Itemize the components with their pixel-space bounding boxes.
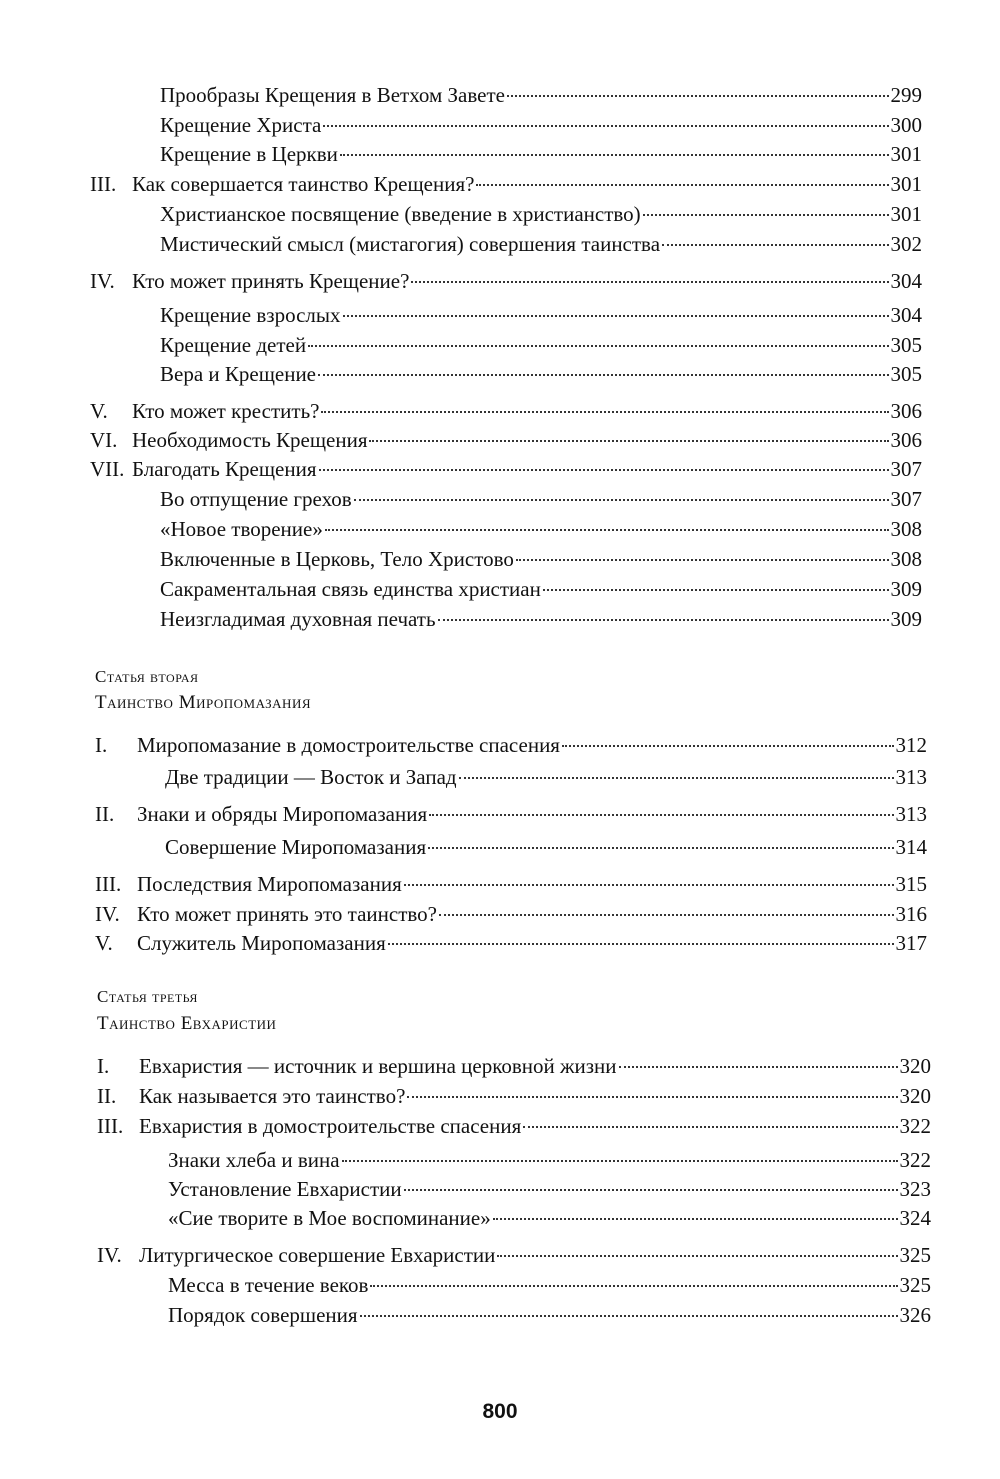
toc-entry <box>97 1081 931 1111</box>
toc-entry-title: Кто может принять это таинство? <box>137 902 437 926</box>
article3-title: Таинство Евхаристии <box>97 1013 277 1034</box>
toc-entry-page: 309 <box>890 577 922 601</box>
toc-entry <box>160 604 922 634</box>
toc-entry <box>160 199 922 229</box>
toc-entry-title: Крещение детей <box>160 333 307 357</box>
toc-entry-number: IV. <box>95 902 120 926</box>
toc-entry-page: 326 <box>899 1303 931 1327</box>
toc-entry-number: II. <box>95 802 115 826</box>
toc-entry-number: III. <box>97 1114 124 1138</box>
toc-entry-title: Порядок совершения <box>168 1303 358 1327</box>
toc-entry-page: 313 <box>895 802 927 826</box>
dot-leader <box>323 125 888 127</box>
toc-entry-number: I. <box>95 733 108 757</box>
toc-entry-number: V. <box>90 399 108 423</box>
toc-entry-number: III. <box>95 872 122 896</box>
toc-entry-page: 307 <box>890 457 922 481</box>
toc-entry-page: 301 <box>890 142 922 166</box>
toc-entry <box>160 484 922 514</box>
toc-entry-page: 306 <box>890 428 922 452</box>
dot-leader <box>318 374 888 376</box>
toc-entry-page: 322 <box>899 1148 931 1172</box>
dot-leader <box>404 1189 898 1191</box>
toc-entry-title: Кто может крестить? <box>132 399 320 423</box>
toc-entry-title: Сакраментальная связь единства христиан <box>160 577 541 601</box>
toc-entry-title: Литургическое совершение Евхаристии <box>139 1243 496 1267</box>
toc-entry-title: Неизгладимая духовная печать <box>160 607 436 631</box>
article3-label: Статья третья <box>97 987 198 1006</box>
toc-entry-title: «Новое творение» <box>160 517 323 541</box>
toc-entry-page: 301 <box>890 172 922 196</box>
toc-entry <box>95 799 927 829</box>
toc-entry-number: IV. <box>90 269 115 293</box>
toc-entry-title: Христианское посвящение (введение в христианство) <box>160 202 641 226</box>
toc-entry <box>97 1111 931 1141</box>
toc-entry-page: 307 <box>890 487 922 511</box>
toc-entry-page: 323 <box>899 1177 931 1201</box>
toc-entry-page: 313 <box>895 765 927 789</box>
toc-entry <box>160 544 922 574</box>
article2-label: Статья вторая <box>95 667 199 686</box>
toc-entry-page: 301 <box>890 202 922 226</box>
toc-entry-title: Две традиции — Восток и Запад <box>165 765 457 789</box>
toc-entry-title: Мистический смысл (мистагогия) совершения таинства <box>160 232 661 256</box>
toc-entry-number: III. <box>90 172 117 196</box>
toc-entry-title: Крещение в Церкви <box>160 142 338 166</box>
dot-leader <box>325 529 889 531</box>
dot-leader <box>643 214 889 216</box>
dot-leader <box>388 943 894 945</box>
toc-entry-title: Знаки и обряды Миропомазания <box>137 802 428 826</box>
dot-leader <box>619 1066 898 1068</box>
dot-leader <box>369 440 888 442</box>
toc-entry-title: Во отпущение грехов <box>160 487 352 511</box>
dot-leader <box>497 1255 897 1257</box>
toc-entry <box>97 1240 931 1270</box>
toc-entry-page: 299 <box>890 83 922 107</box>
toc-entry-page: 305 <box>890 362 922 386</box>
toc-entry-page: 320 <box>899 1084 931 1108</box>
dot-leader <box>493 1218 898 1220</box>
dot-leader <box>319 469 889 471</box>
dot-leader <box>404 884 894 886</box>
toc-entry <box>165 832 927 862</box>
toc-entry <box>160 139 922 169</box>
toc-entry-title: Благодать Крещения <box>132 457 317 481</box>
dot-leader <box>354 499 889 501</box>
toc-entry <box>168 1270 931 1300</box>
toc-entry-page: 304 <box>890 303 922 327</box>
dot-leader <box>476 184 888 186</box>
toc-entry <box>95 899 927 929</box>
dot-leader <box>543 589 889 591</box>
toc-entry-number: I. <box>97 1054 110 1078</box>
toc-entry <box>95 730 927 760</box>
toc-entry-title: Крещение Христа <box>160 113 322 137</box>
toc-entry-page: 305 <box>890 333 922 357</box>
toc-entry <box>168 1145 931 1175</box>
dot-leader <box>343 315 889 317</box>
toc-entry <box>95 928 927 958</box>
toc-entry-title: Кто может принять Крещение? <box>132 269 410 293</box>
dot-leader <box>439 914 894 916</box>
toc-entry <box>160 229 922 259</box>
toc-entry-number: II. <box>97 1084 117 1108</box>
toc-entry-title: Как совершается таинство Крещения? <box>132 172 475 196</box>
toc-entry-page: 312 <box>895 733 927 757</box>
toc-entry-page: 325 <box>899 1243 931 1267</box>
toc-entry-number: V. <box>95 931 113 955</box>
toc-entry <box>97 1051 931 1081</box>
dot-leader <box>516 559 889 561</box>
toc-entry-title: Евхаристия — источник и вершина церковной жизни <box>139 1054 617 1078</box>
dot-leader <box>429 814 893 816</box>
toc-entry <box>90 425 922 455</box>
toc-entry-page: 324 <box>899 1206 931 1230</box>
dot-leader <box>360 1315 898 1317</box>
toc-entry-page: 304 <box>890 269 922 293</box>
toc-entry-title: Миропомазание в домостроительстве спасения <box>137 733 560 757</box>
toc-entry <box>90 169 922 199</box>
toc-entry-title: Прообразы Крещения в Ветхом Завете <box>160 83 505 107</box>
dot-leader <box>438 619 889 621</box>
toc-entry-title: Установление Евхаристии <box>168 1177 402 1201</box>
toc-entry-title: Вера и Крещение <box>160 362 317 386</box>
toc-entry-title: Евхаристия в домостроительстве спасения <box>139 1114 522 1138</box>
toc-entry <box>168 1300 931 1330</box>
toc-entry-title: Крещение взрослых <box>160 303 341 327</box>
toc-entry <box>160 80 922 110</box>
dot-leader <box>662 244 888 246</box>
toc-entry-page: 309 <box>890 607 922 631</box>
toc-entry <box>90 396 922 426</box>
toc-entry-page: 320 <box>899 1054 931 1078</box>
toc-entry-page: 314 <box>895 835 927 859</box>
dot-leader <box>411 281 888 283</box>
toc-entry <box>168 1203 931 1233</box>
toc-entry-page: 325 <box>899 1273 931 1297</box>
toc-entry-page: 322 <box>899 1114 931 1138</box>
dot-leader <box>507 95 889 97</box>
toc-entry-title: Как называется это таинство? <box>139 1084 406 1108</box>
toc-entry-number: IV. <box>97 1243 122 1267</box>
toc-entry <box>95 869 927 899</box>
toc-entry <box>90 454 922 484</box>
dot-leader <box>321 411 888 413</box>
dot-leader <box>308 345 888 347</box>
dot-leader <box>342 1160 898 1162</box>
page-number: 800 <box>482 1400 518 1423</box>
toc-entry <box>165 762 927 792</box>
toc-entry-title: Включенные в Церковь, Тело Христово <box>160 547 514 571</box>
toc-entry-title: Необходимость Крещения <box>132 428 368 452</box>
toc-entry-page: 308 <box>890 547 922 571</box>
toc-entry <box>160 514 922 544</box>
dot-leader <box>370 1285 897 1287</box>
toc-entry-number: VII. <box>90 457 125 481</box>
toc-entry <box>160 300 922 330</box>
toc-entry-number: VI. <box>90 428 118 452</box>
toc-entry-title: Последствия Миропомазания <box>137 872 402 896</box>
toc-entry-title: Совершение Миропомазания <box>165 835 427 859</box>
dot-leader <box>340 154 889 156</box>
toc-entry-page: 300 <box>890 113 922 137</box>
toc-entry-title: Месса в течение веков <box>168 1273 369 1297</box>
toc-entry-page: 308 <box>890 517 922 541</box>
dot-leader <box>523 1126 897 1128</box>
article2-title: Таинство Миропомазания <box>95 692 311 713</box>
toc-entry-page: 317 <box>895 931 927 955</box>
toc-entry <box>90 266 922 296</box>
toc-entry <box>160 330 922 360</box>
dot-leader <box>428 847 893 849</box>
dot-leader <box>459 777 894 779</box>
dot-leader <box>407 1096 897 1098</box>
dot-leader <box>562 745 894 747</box>
toc-entry-title: Знаки хлеба и вина <box>168 1148 340 1172</box>
toc-entry <box>168 1174 931 1204</box>
toc-entry-page: 315 <box>895 872 927 896</box>
toc-entry-page: 306 <box>890 399 922 423</box>
toc-entry-title: Служитель Миропомазания <box>137 931 386 955</box>
toc-entry <box>160 110 922 140</box>
toc-entry <box>160 574 922 604</box>
toc-entry-title: «Сие творите в Мое воспоминание» <box>168 1206 491 1230</box>
toc-entry <box>160 359 922 389</box>
toc-entry-page: 302 <box>890 232 922 256</box>
toc-entry-page: 316 <box>895 902 927 926</box>
